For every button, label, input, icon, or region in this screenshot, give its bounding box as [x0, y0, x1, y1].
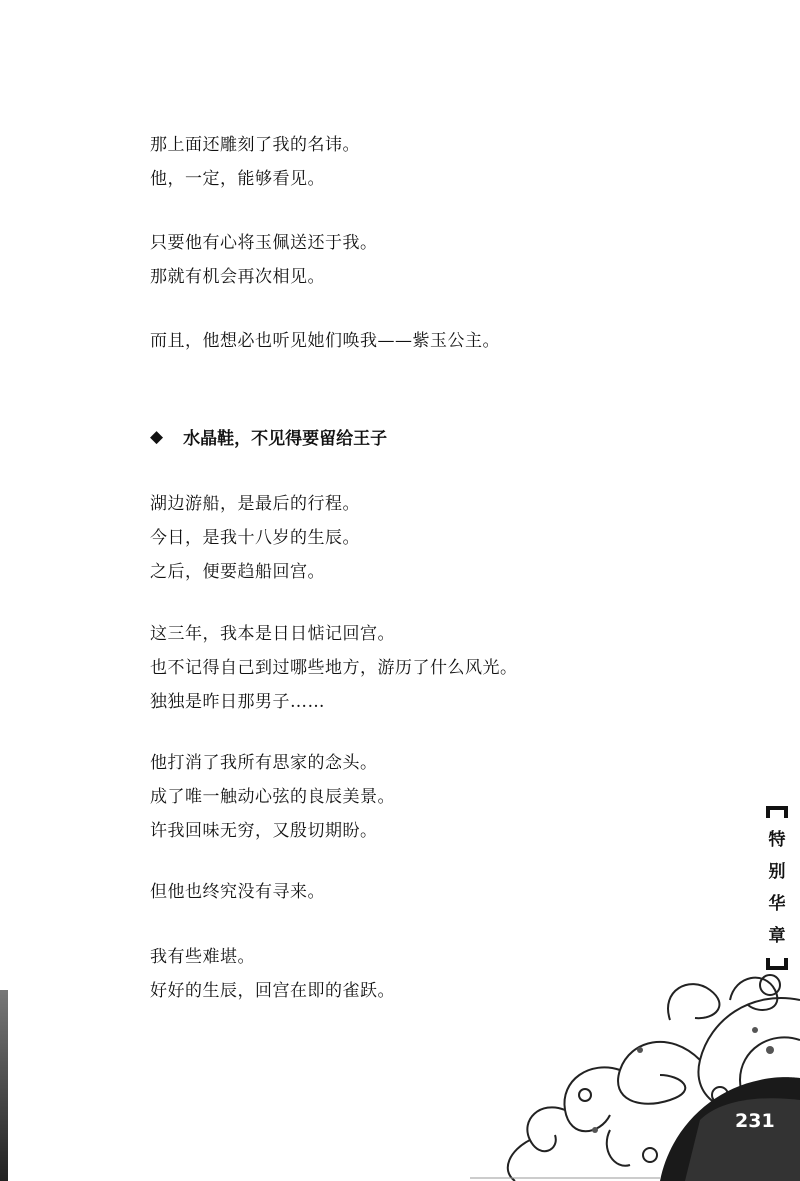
paragraph-5 [150, 617, 518, 719]
page-edge-shadow [0, 990, 8, 1181]
paragraph-8 [150, 940, 395, 1008]
paragraph-4 [150, 487, 360, 589]
text-line: 这三年，我本是日日惦记回宫。 [150, 624, 395, 644]
paragraph-3 [150, 324, 500, 358]
paragraph-1 [150, 128, 360, 196]
text-line: 也不记得自己到过哪些地方，游历了什么风光。 [150, 658, 518, 678]
text-line: 那上面还雕刻了我的名讳。 [150, 135, 360, 155]
side-tab-char: 华 [768, 894, 786, 914]
text-line: 他打消了我所有思家的念头。 [150, 753, 378, 773]
paragraph-7 [150, 875, 325, 909]
text-line: 今日，是我十八岁的生辰。 [150, 528, 360, 548]
text-line: 他，一定，能够看见。 [150, 169, 325, 189]
text-line: 只要他有心将玉佩送还于我。 [150, 233, 378, 253]
text-line: 那就有机会再次相见。 [150, 267, 325, 287]
bracket-top [766, 806, 788, 818]
paragraph-6 [150, 746, 395, 848]
text-line: 独独是昨日那男子…… [150, 692, 325, 712]
text-line: 我有些难堪。 [150, 947, 255, 967]
floral-swirl-ornament-icon [470, 960, 800, 1181]
chapter-side-tab [760, 806, 794, 970]
side-tab-char: 章 [768, 926, 786, 946]
side-tab-char: 别 [768, 862, 786, 882]
text-line: 而且，他想必也听见她们唤我——紫玉公主。 [150, 331, 500, 351]
text-line: 之后，便要趋船回宫。 [150, 562, 325, 582]
section-heading [150, 424, 387, 449]
text-line: 许我回味无穷，又殷切期盼。 [150, 821, 378, 841]
text-line: 成了唯一触动心弦的良辰美景。 [150, 787, 395, 807]
page-number: 231 [735, 1110, 775, 1132]
side-tab-char: 特 [768, 830, 786, 850]
section-heading-text: 水晶鞋，不见得要留给王子 [183, 429, 388, 449]
diamond-bullet-icon: ◆ [150, 426, 164, 447]
paragraph-2 [150, 226, 378, 294]
text-line: 湖边游船，是最后的行程。 [150, 494, 360, 514]
text-line: 好好的生辰，回宫在即的雀跃。 [150, 981, 395, 1001]
text-line: 但他也终究没有寻来。 [150, 882, 325, 902]
